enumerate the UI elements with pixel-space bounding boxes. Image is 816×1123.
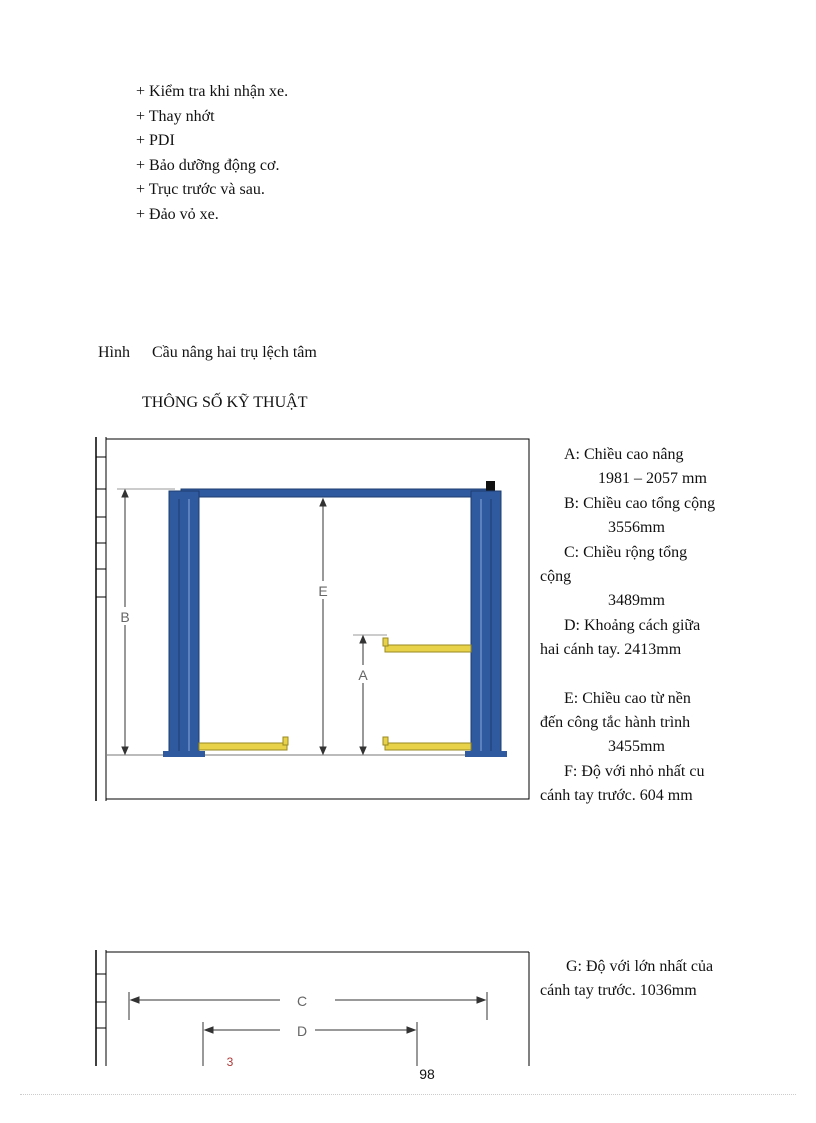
arm-lower-left xyxy=(199,743,287,750)
bullet-item: + Trục trước và sau. xyxy=(136,181,265,199)
spec-a-value: 1981 – 2057 mm xyxy=(598,470,707,488)
dim-label-d: D xyxy=(296,1023,308,1039)
partial-mark: 3 xyxy=(226,1055,234,1066)
spec-e-value: 3455mm xyxy=(608,738,665,756)
spec-d-value: hai cánh tay. 2413mm xyxy=(540,641,682,659)
lift-top-diagram xyxy=(95,950,533,1066)
arm-raised xyxy=(385,645,471,652)
bullet-item: + Thay nhớt xyxy=(136,107,215,125)
spec-list-continued xyxy=(540,955,780,1004)
spec-d-label: D: Khoảng cách giữa xyxy=(564,616,701,634)
spec-b-label: B: Chiều cao tổng cộng xyxy=(564,494,716,512)
spec-heading: THÔNG SỐ KỸ THUẬT xyxy=(142,394,308,411)
left-column xyxy=(169,491,199,755)
figure-title: Cầu nâng hai trụ lệch tâm xyxy=(152,344,317,361)
spec-b-value: 3556mm xyxy=(608,519,665,537)
spec-e-label: E: Chiều cao từ nền xyxy=(564,689,691,707)
spec-f-label: F: Độ với nhỏ nhất cu xyxy=(564,762,705,780)
spec-list xyxy=(540,443,780,809)
lift-side-diagram xyxy=(95,437,533,801)
spec-g-label: G: Độ với lớn nhất của xyxy=(566,958,714,975)
footer-divider xyxy=(20,1094,796,1095)
spec-f-value: cánh tay trước. 604 mm xyxy=(540,787,693,805)
dim-label-b: B xyxy=(120,609,130,625)
figure-caption xyxy=(98,344,317,362)
bullet-item: + Kiểm tra khi nhận xe. xyxy=(136,83,289,100)
figure-label: Hình xyxy=(98,344,130,361)
spec-c-value: 3489mm xyxy=(608,592,665,610)
spec-a-label: A: Chiều cao nâng xyxy=(564,446,684,463)
dim-label-a: A xyxy=(358,667,368,683)
dim-label-e: E xyxy=(318,583,328,599)
bullet-item: + PDI xyxy=(136,132,175,150)
spec-g-value: cánh tay trước. 1036mm xyxy=(540,982,697,1000)
page-number: 98 xyxy=(419,1066,435,1082)
arm-lower-right xyxy=(385,743,471,750)
right-column xyxy=(471,491,501,755)
spec-e-label-cont: đến công tắc hành trình xyxy=(540,714,691,732)
bullet-list xyxy=(136,80,288,228)
spec-c-label: C: Chiều rộng tổng xyxy=(564,543,688,561)
bullet-item: + Bảo dưỡng động cơ. xyxy=(136,156,280,174)
bullet-item: + Đảo vỏ xe. xyxy=(136,205,219,223)
top-beam xyxy=(181,489,487,497)
spec-c-label-cont: cộng xyxy=(540,568,572,586)
dim-label-c: C xyxy=(296,993,308,1009)
